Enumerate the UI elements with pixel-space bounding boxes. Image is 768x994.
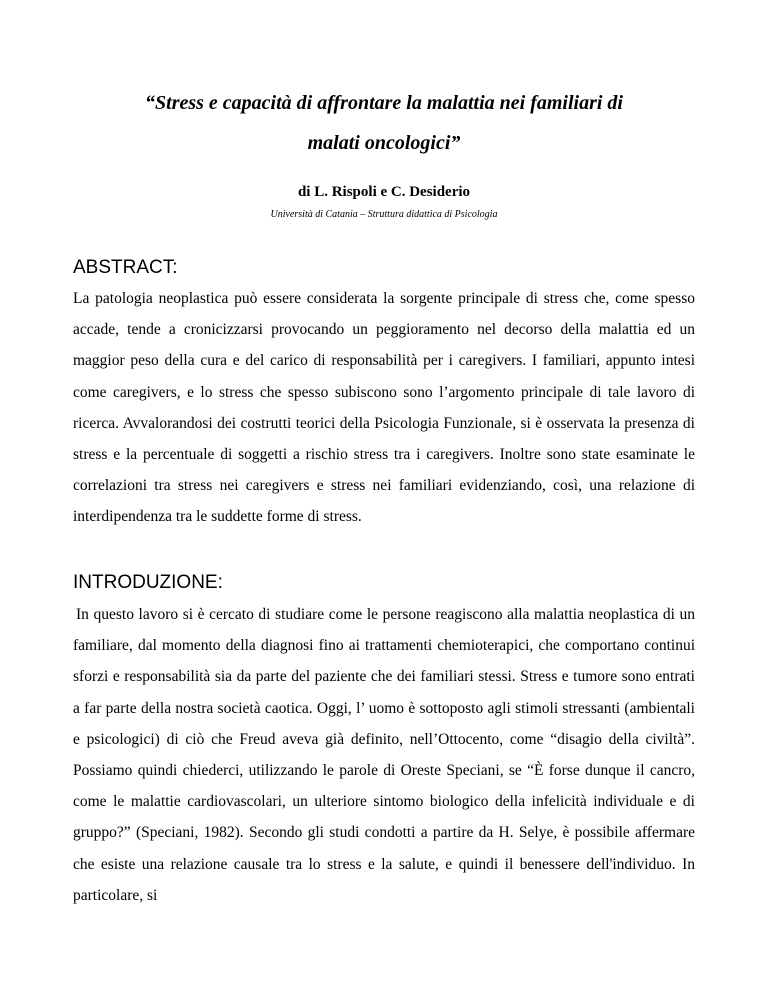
- abstract-heading: ABSTRACT:: [73, 257, 178, 278]
- paper-title: [80, 83, 688, 163]
- introduction-text: In questo lavoro si è cercato di studiare come le persone reagiscono alla malattia neoplastica di un familiare, dal momento della diagnosi fino ai trattamenti chemioterapici, che comportano continui sforzi e responsabilità sia da parte del paziente che dei familiari stessi. Stress e tumore sono entrati a far parte della nostra società caotica. Oggi, l’ uomo è sottoposto agli stimoli stressanti (ambientali e psicologici) di ciò che Freud aveva già definito, nell’Ottocento, come “disagio della civiltà”. Possiamo quindi chiederci, utilizzando le parole di Oreste Speciani, se “È forse dunque il cancro, come le malattie cardiovascolari, un ulteriore sintomo biologico della infelicità individuale e di gruppo?” (Speciani, 1982). Secondo gli studi condotti a partire da H. Selye, è possibile affermare che esiste una relazione causale tra lo stress e la salute, e quindi il benessere dell'individuo. In particolare, si: [73, 606, 695, 904]
- authors: di L. Rispoli e C. Desiderio: [297, 184, 471, 200]
- abstract-text: La patologia neoplastica può essere considerata la sorgente principale di stress che, come spesso accade, tende a cronicizzarsi provocando un peggioramento nel decorso della malattia ed un maggior peso della cura e del carico di responsabilità per i caregivers. I familiari, appunto intesi come caregivers, e lo stress che spesso subiscono sono l’argomento principale di tale lavoro di ricerca. Avvalorandosi dei costrutti teorici della Psicologia Funzionale, si è osservata la presenza di stress e la percentuale di soggetti a rischio stress tra i caregivers. Inoltre sono state esaminate le correlazioni tra stress nei caregivers e stress nei familiari evidenziando, così, una relazione di interdipendenza tra le suddette forme di stress.: [73, 290, 695, 526]
- paper-title-line-2: malati oncologici”: [307, 132, 461, 154]
- affiliation: Università di Catania – Struttura didattica di Psicologia: [270, 209, 498, 220]
- introduction-heading: INTRODUZIONE:: [73, 572, 223, 593]
- paper-title-line-1: “Stress e capacità di affrontare la malattia nei familiari di: [145, 92, 623, 114]
